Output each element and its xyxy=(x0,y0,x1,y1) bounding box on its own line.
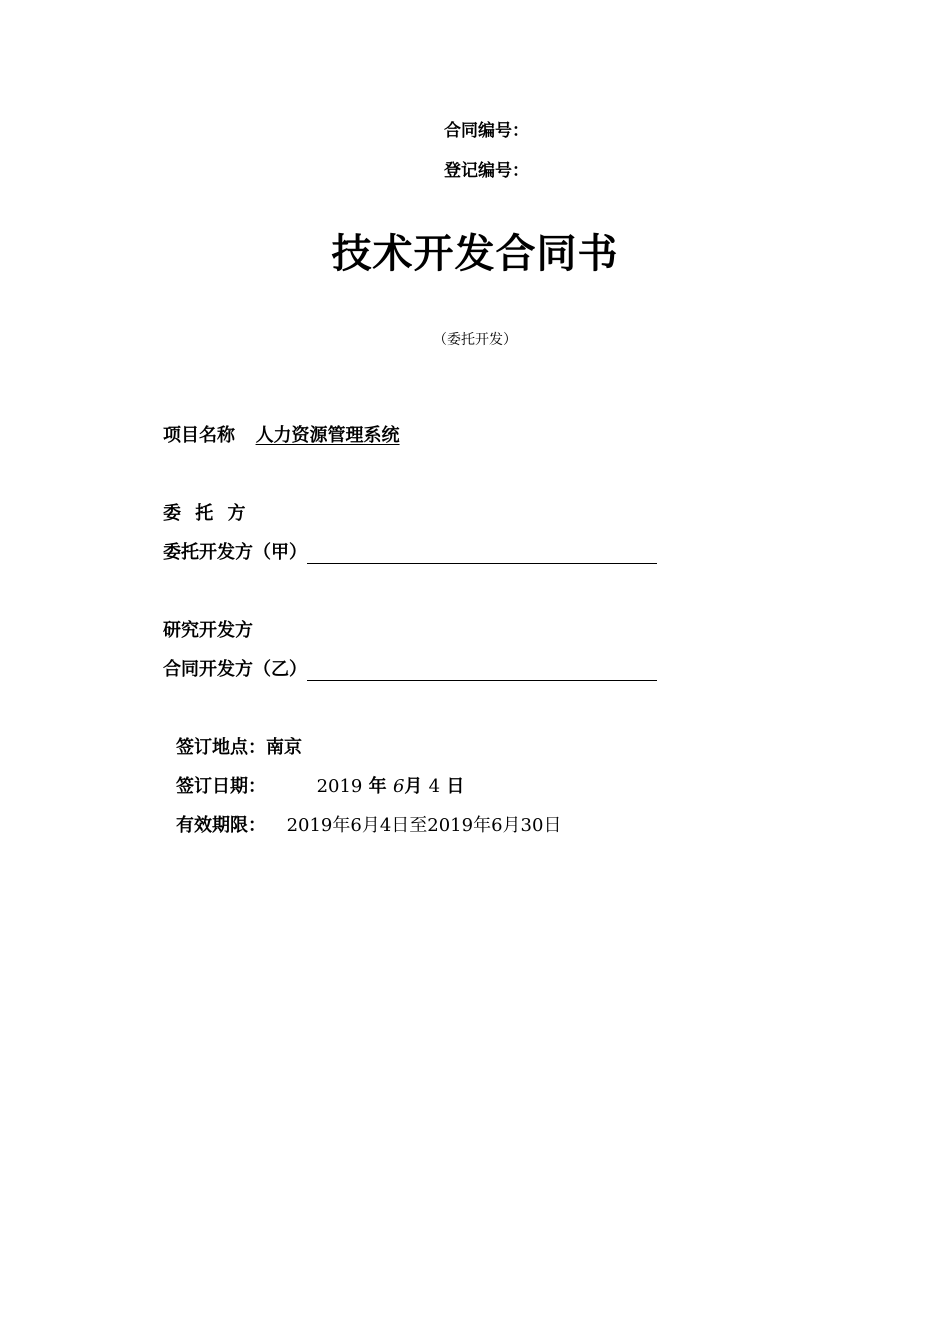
document-subtitle: （委托开发） xyxy=(433,332,517,348)
developer-party-blank xyxy=(307,660,657,681)
validity-value: 2019年6月4日至2019年6月30日 xyxy=(286,815,562,836)
project-name-label: 项目名称 xyxy=(163,425,235,446)
signing-place-label: 签订地点： xyxy=(176,737,266,758)
developer-party-label: 合同开发方（乙） xyxy=(163,659,307,680)
signing-date-year-unit: 年 xyxy=(368,776,387,797)
signing-date-day: 4 xyxy=(428,776,441,797)
signing-date-month-unit: 月 xyxy=(404,776,423,797)
signing-date-row xyxy=(176,772,464,798)
contract-number-label: 合同编号： xyxy=(444,121,529,141)
registration-number-label: 登记编号： xyxy=(444,161,529,181)
validity-label: 有效期限： xyxy=(176,815,266,836)
signing-date-year: 2019 xyxy=(316,776,363,797)
signing-date-day-unit: 日 xyxy=(446,776,465,797)
project-name-value: 人力资源管理系统 xyxy=(255,425,400,446)
signing-date-month: 6 xyxy=(392,776,405,797)
developer-party-row xyxy=(163,655,657,681)
signing-place-row xyxy=(176,733,302,759)
signing-place-value: 南京 xyxy=(266,737,302,758)
client-party-blank xyxy=(307,543,657,564)
project-name-row xyxy=(163,421,400,447)
document-title: 技术开发合同书 xyxy=(331,230,619,277)
client-party-row xyxy=(163,538,657,564)
client-party-label: 委托开发方（甲） xyxy=(163,542,307,563)
client-heading: 委 托 方 xyxy=(163,503,250,524)
developer-heading: 研究开发方 xyxy=(163,620,253,641)
validity-row xyxy=(176,811,561,837)
signing-date-label: 签订日期： xyxy=(176,776,266,797)
